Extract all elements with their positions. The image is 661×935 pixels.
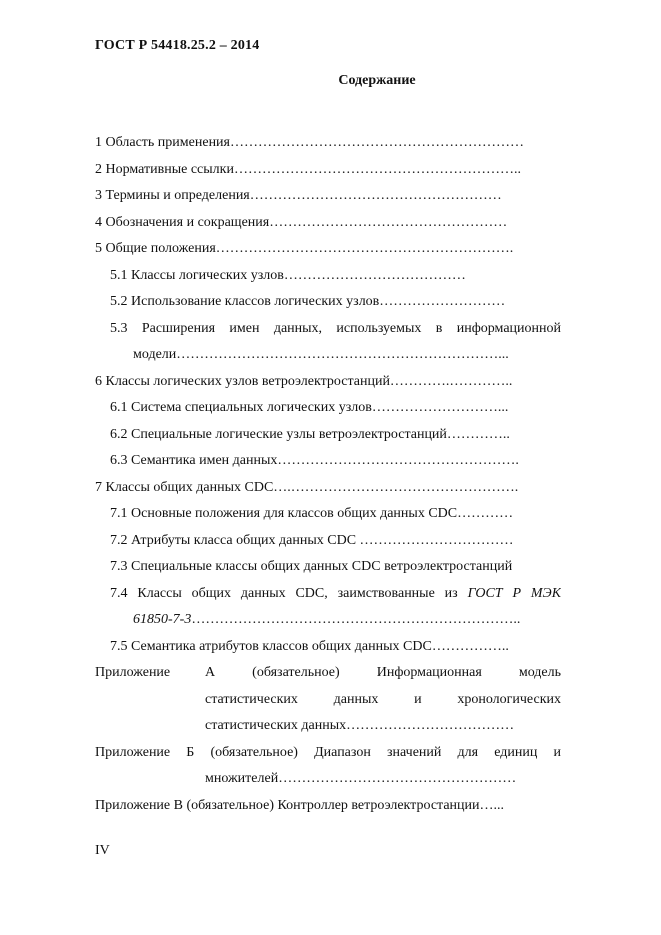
toc-entry-5-2[interactable]: 5.2 Использование классов логических узлов……………………… xyxy=(110,294,506,309)
toc-entry-7-2[interactable]: 7.2 Атрибуты класса общих данных CDC …………………………… xyxy=(110,532,514,548)
toc-entry-appendix-a[interactable] xyxy=(95,660,561,740)
toc-entry-5-3-continuation[interactable]: модели……………………………………………………………... xyxy=(133,347,509,362)
toc-entry-5[interactable]: 5 Общие положения………………………………………………………. xyxy=(95,241,514,256)
toc-entry-6[interactable]: 6 Классы логических узлов ветроэлектростанций………….………….. xyxy=(95,373,513,389)
toc-entry-7-1[interactable]: 7.1 Основные положения для классов общих данных CDC………… xyxy=(110,506,514,521)
toc-entry-appendix-b[interactable]: Приложение Б (обязательное) Диапазон значений для единиц и xyxy=(95,744,561,760)
toc-entry-2[interactable]: 2 Нормативные ссылки…………………………………………………….. xyxy=(95,161,521,177)
toc-entry-7-4-reference-number: 61850-7-3 xyxy=(133,612,192,627)
toc-entry-7-4-text: 7.4 Классы общих данных CDC, заимствованные из xyxy=(110,585,458,601)
toc-entry-7-3[interactable]: 7.3 Специальные классы общих данных CDC ветроэлектростанций xyxy=(110,559,513,574)
appendix-a-line-3: статистических данных……………………………… xyxy=(205,718,515,733)
appendix-a-line-2: статистических данных и хронологических xyxy=(205,691,561,707)
toc-entry-7-5[interactable]: 7.5 Семантика атрибутов классов общих данных CDC…………….. xyxy=(110,638,509,654)
toc-entry-appendix-v[interactable]: Приложение В (обязательное) Контроллер ветроэлектростанции…... xyxy=(95,797,505,813)
toc-entry-5-3[interactable]: 5.3 Расширения имен данных, используемых в информационной xyxy=(110,320,561,336)
toc-entry-7-4-reference: ГОСТ Р МЭК xyxy=(467,585,561,601)
appendix-a-text xyxy=(205,660,561,740)
appendix-a-label: Приложение xyxy=(95,665,171,680)
toc-entry-3[interactable]: 3 Термины и определения……………………………………………… xyxy=(95,188,502,203)
toc-entry-1[interactable]: 1 Область применения……………………………………………………… xyxy=(95,135,524,150)
toc-entry-6-3[interactable]: 6.3 Семантика имен данных……………………………………………. xyxy=(110,453,519,468)
appendix-a-line-1: А (обязательное) Информационная модель xyxy=(205,665,561,680)
toc-entry-5-1[interactable]: 5.1 Классы логических узлов………………………………… xyxy=(110,267,466,283)
toc-title: Содержание xyxy=(338,73,416,88)
document-code-header: ГОСТ Р 54418.25.2 – 2014 xyxy=(95,38,260,53)
toc-entry-4[interactable]: 4 Обозначения и сокращения…………………………………………… xyxy=(95,214,508,230)
toc-entry-7[interactable]: 7 Классы общих данных CDC….…………………………………………. xyxy=(95,479,519,495)
table-of-contents xyxy=(95,130,561,819)
toc-entry-appendix-b-continuation[interactable]: множителей…………………………………………… xyxy=(205,771,517,786)
toc-entry-6-1[interactable]: 6.1 Система специальных логических узлов………………………... xyxy=(110,400,509,415)
toc-entry-7-4-leader: …………………………………………………………….. xyxy=(191,612,521,627)
toc-entry-7-4[interactable] xyxy=(95,581,561,608)
toc-entry-7-4-continuation[interactable] xyxy=(95,607,561,634)
page-number: IV xyxy=(95,843,110,858)
toc-entry-6-2[interactable]: 6.2 Специальные логические узлы ветроэлектростанций………….. xyxy=(110,426,510,442)
